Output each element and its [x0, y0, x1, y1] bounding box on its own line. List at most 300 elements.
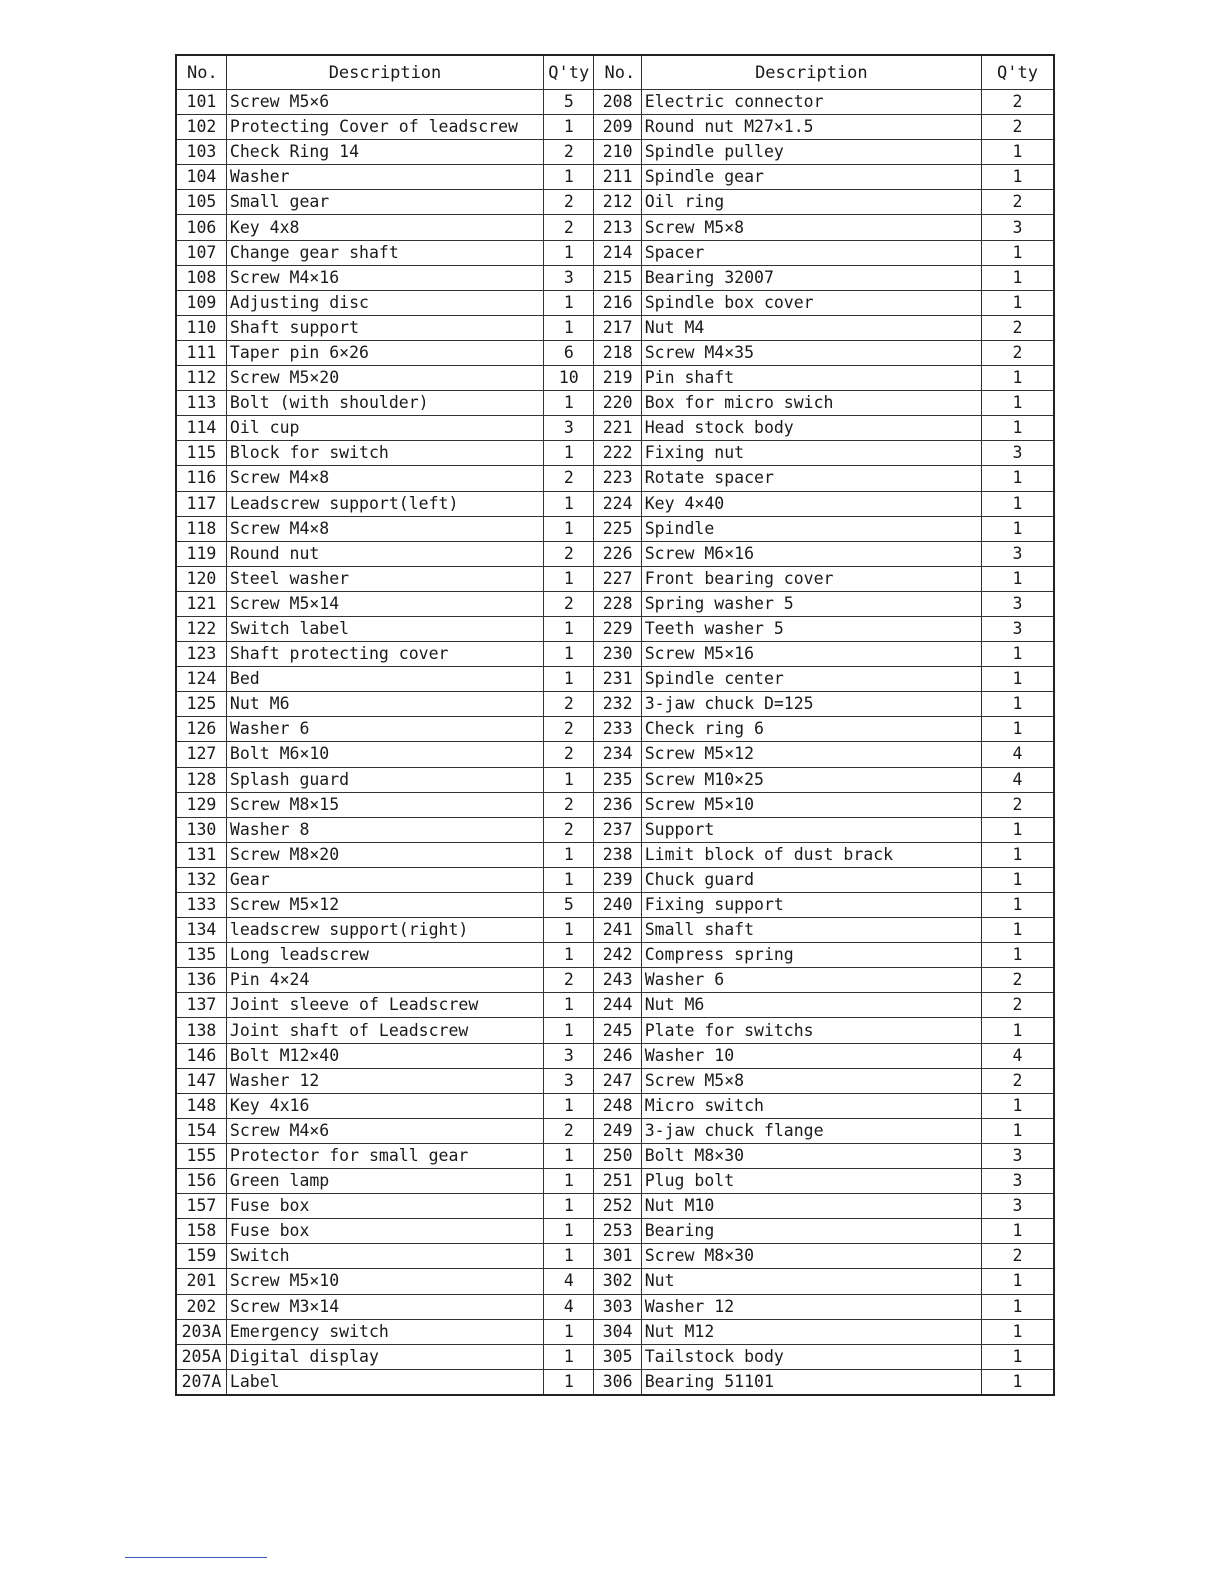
part-quantity-right: 1 — [982, 391, 1055, 416]
part-quantity-right: 1 — [982, 290, 1055, 315]
table-row — [176, 115, 1054, 140]
part-description: Small gear — [226, 190, 543, 215]
part-description-right: Check ring 6 — [641, 717, 981, 742]
part-description: Washer — [226, 165, 543, 190]
part-description-right: Support — [641, 817, 981, 842]
part-quantity-right: 3 — [982, 441, 1055, 466]
part-quantity-right: 1 — [982, 943, 1055, 968]
table-row — [176, 466, 1054, 491]
part-number-right: 209 — [594, 115, 641, 140]
part-quantity-right: 1 — [982, 491, 1055, 516]
part-description-right: Micro switch — [641, 1093, 981, 1118]
table-row — [176, 767, 1054, 792]
part-quantity: 1 — [544, 1093, 594, 1118]
part-number: 132 — [176, 867, 226, 892]
part-number: 148 — [176, 1093, 226, 1118]
part-description-right: Small shaft — [641, 918, 981, 943]
table-row — [176, 717, 1054, 742]
table-row — [176, 742, 1054, 767]
table-row — [176, 190, 1054, 215]
part-number: 103 — [176, 140, 226, 165]
part-description-right: Fixing support — [641, 893, 981, 918]
part-number: 113 — [176, 391, 226, 416]
part-quantity: 1 — [544, 1244, 594, 1269]
part-quantity-right: 2 — [982, 190, 1055, 215]
part-description-right: Spindle center — [641, 667, 981, 692]
table-row — [176, 240, 1054, 265]
part-description: Screw M8×15 — [226, 792, 543, 817]
part-number: 134 — [176, 918, 226, 943]
part-number: 110 — [176, 315, 226, 340]
part-number-right: 244 — [594, 993, 641, 1018]
table-row — [176, 391, 1054, 416]
part-description: Pin 4×24 — [226, 968, 543, 993]
part-quantity: 1 — [544, 867, 594, 892]
part-description-right: Key 4×40 — [641, 491, 981, 516]
table-row — [176, 918, 1054, 943]
part-quantity: 1 — [544, 115, 594, 140]
table-row — [176, 1244, 1054, 1269]
part-number: 121 — [176, 591, 226, 616]
part-quantity-right: 2 — [982, 340, 1055, 365]
part-number: 124 — [176, 667, 226, 692]
table-row — [176, 867, 1054, 892]
part-quantity-right: 1 — [982, 466, 1055, 491]
table-row — [176, 1093, 1054, 1118]
part-number: 156 — [176, 1169, 226, 1194]
table-row — [176, 516, 1054, 541]
part-number: 118 — [176, 516, 226, 541]
table-row — [176, 591, 1054, 616]
part-quantity-right: 2 — [982, 315, 1055, 340]
part-number: 135 — [176, 943, 226, 968]
part-description: Fuse box — [226, 1194, 543, 1219]
part-number-right: 303 — [594, 1294, 641, 1319]
part-quantity: 1 — [544, 842, 594, 867]
part-quantity: 3 — [544, 1043, 594, 1068]
part-description-right: Nut M10 — [641, 1194, 981, 1219]
part-quantity-right: 1 — [982, 366, 1055, 391]
part-quantity: 4 — [544, 1294, 594, 1319]
part-number-right: 211 — [594, 165, 641, 190]
part-quantity: 2 — [544, 190, 594, 215]
part-description: Washer 6 — [226, 717, 543, 742]
part-number-right: 210 — [594, 140, 641, 165]
part-quantity: 5 — [544, 90, 594, 115]
table-row — [176, 968, 1054, 993]
part-number: 106 — [176, 215, 226, 240]
part-description-right: Spindle gear — [641, 165, 981, 190]
part-quantity: 3 — [544, 416, 594, 441]
part-number: 133 — [176, 893, 226, 918]
part-quantity: 4 — [544, 1269, 594, 1294]
part-number-right: 241 — [594, 918, 641, 943]
header-qty: Q'ty — [544, 55, 594, 90]
header-description: Description — [226, 55, 543, 90]
part-number: 114 — [176, 416, 226, 441]
part-quantity-right: 2 — [982, 792, 1055, 817]
part-description: Screw M4×6 — [226, 1118, 543, 1143]
part-quantity: 1 — [544, 491, 594, 516]
part-number-right: 222 — [594, 441, 641, 466]
part-number-right: 214 — [594, 240, 641, 265]
part-quantity: 1 — [544, 1319, 594, 1344]
table-row — [176, 1319, 1054, 1344]
part-description: Shaft protecting cover — [226, 642, 543, 667]
part-description: Gear — [226, 867, 543, 892]
part-quantity-right: 3 — [982, 1169, 1055, 1194]
part-number: 127 — [176, 742, 226, 767]
part-description-right: Screw M10×25 — [641, 767, 981, 792]
table-row — [176, 993, 1054, 1018]
part-number: 146 — [176, 1043, 226, 1068]
part-number: 155 — [176, 1143, 226, 1168]
part-description: Screw M4×16 — [226, 265, 543, 290]
part-number: 138 — [176, 1018, 226, 1043]
part-number: 147 — [176, 1068, 226, 1093]
part-description-right: Tailstock body — [641, 1344, 981, 1369]
part-description-right: 3-jaw chuck flange — [641, 1118, 981, 1143]
part-description: Screw M5×10 — [226, 1269, 543, 1294]
part-quantity: 1 — [544, 1369, 594, 1395]
part-number: 126 — [176, 717, 226, 742]
table-row — [176, 1068, 1054, 1093]
part-number-right: 248 — [594, 1093, 641, 1118]
part-quantity-right: 1 — [982, 717, 1055, 742]
part-number-right: 245 — [594, 1018, 641, 1043]
part-description-right: Plate for switchs — [641, 1018, 981, 1043]
part-description: Screw M5×12 — [226, 893, 543, 918]
header-no: No. — [176, 55, 226, 90]
part-description: Joint shaft of Leadscrew — [226, 1018, 543, 1043]
table-row — [176, 1143, 1054, 1168]
part-description: Protecting Cover of leadscrew — [226, 115, 543, 140]
part-quantity: 1 — [544, 767, 594, 792]
part-quantity-right: 1 — [982, 667, 1055, 692]
part-description-right: Screw M6×16 — [641, 541, 981, 566]
part-quantity: 1 — [544, 391, 594, 416]
part-description-right: Oil ring — [641, 190, 981, 215]
part-description: Shaft support — [226, 315, 543, 340]
part-description-right: Pin shaft — [641, 366, 981, 391]
part-description: Check Ring 14 — [226, 140, 543, 165]
table-header-row — [176, 55, 1054, 90]
part-description-right: Screw M5×8 — [641, 215, 981, 240]
part-quantity: 1 — [544, 315, 594, 340]
part-quantity-right: 1 — [982, 566, 1055, 591]
table-row — [176, 792, 1054, 817]
part-description: Change gear shaft — [226, 240, 543, 265]
part-quantity-right: 4 — [982, 742, 1055, 767]
part-number-right: 230 — [594, 642, 641, 667]
table-row — [176, 817, 1054, 842]
part-number-right: 220 — [594, 391, 641, 416]
part-description: Protector for small gear — [226, 1143, 543, 1168]
part-quantity-right: 1 — [982, 140, 1055, 165]
part-number-right: 249 — [594, 1118, 641, 1143]
part-description-right: Spacer — [641, 240, 981, 265]
part-description: Switch — [226, 1244, 543, 1269]
part-number-right: 221 — [594, 416, 641, 441]
part-quantity: 2 — [544, 215, 594, 240]
table-row — [176, 1018, 1054, 1043]
table-row — [176, 441, 1054, 466]
part-quantity-right: 3 — [982, 215, 1055, 240]
part-quantity-right: 1 — [982, 867, 1055, 892]
part-quantity-right: 3 — [982, 1143, 1055, 1168]
table-row — [176, 1043, 1054, 1068]
part-quantity: 1 — [544, 566, 594, 591]
part-quantity-right: 2 — [982, 115, 1055, 140]
part-number-right: 302 — [594, 1269, 641, 1294]
part-quantity: 2 — [544, 541, 594, 566]
part-description: Splash guard — [226, 767, 543, 792]
part-quantity-right: 4 — [982, 767, 1055, 792]
part-number: 109 — [176, 290, 226, 315]
part-quantity-right: 3 — [982, 1194, 1055, 1219]
part-number: 107 — [176, 240, 226, 265]
part-number-right: 235 — [594, 767, 641, 792]
header-qty-right: Q'ty — [982, 55, 1055, 90]
part-quantity-right: 2 — [982, 90, 1055, 115]
part-number-right: 215 — [594, 265, 641, 290]
part-description: Screw M5×20 — [226, 366, 543, 391]
part-description-right: Fixing nut — [641, 441, 981, 466]
part-quantity: 2 — [544, 817, 594, 842]
table-row — [176, 566, 1054, 591]
part-number-right: 237 — [594, 817, 641, 842]
part-quantity: 2 — [544, 692, 594, 717]
part-number-right: 240 — [594, 893, 641, 918]
part-number-right: 224 — [594, 491, 641, 516]
part-number-right: 253 — [594, 1219, 641, 1244]
part-description: leadscrew support(right) — [226, 918, 543, 943]
part-quantity-right: 1 — [982, 1093, 1055, 1118]
part-description-right: 3-jaw chuck D=125 — [641, 692, 981, 717]
part-number-right: 217 — [594, 315, 641, 340]
part-description-right: Screw M4×35 — [641, 340, 981, 365]
part-quantity-right: 1 — [982, 165, 1055, 190]
table-row — [176, 315, 1054, 340]
part-description: Fuse box — [226, 1219, 543, 1244]
part-description: Leadscrew support(left) — [226, 491, 543, 516]
part-number-right: 250 — [594, 1143, 641, 1168]
table-row — [176, 1344, 1054, 1369]
part-number-right: 212 — [594, 190, 641, 215]
part-description-right: Washer 10 — [641, 1043, 981, 1068]
part-number: 128 — [176, 767, 226, 792]
part-number-right: 238 — [594, 842, 641, 867]
table-row — [176, 290, 1054, 315]
part-quantity: 6 — [544, 340, 594, 365]
table-row — [176, 165, 1054, 190]
part-description-right: Compress spring — [641, 943, 981, 968]
part-description-right: Teeth washer 5 — [641, 616, 981, 641]
part-quantity-right: 1 — [982, 842, 1055, 867]
table-row — [176, 667, 1054, 692]
part-description-right: Head stock body — [641, 416, 981, 441]
part-number: 129 — [176, 792, 226, 817]
part-quantity-right: 1 — [982, 642, 1055, 667]
part-number: 122 — [176, 616, 226, 641]
table-row — [176, 366, 1054, 391]
part-description: Screw M4×8 — [226, 516, 543, 541]
part-quantity-right: 2 — [982, 1244, 1055, 1269]
footer-underline — [125, 1557, 267, 1558]
part-quantity: 3 — [544, 1068, 594, 1093]
part-quantity-right: 2 — [982, 1068, 1055, 1093]
part-quantity-right: 3 — [982, 616, 1055, 641]
part-quantity: 1 — [544, 993, 594, 1018]
part-quantity-right: 1 — [982, 1344, 1055, 1369]
part-quantity: 1 — [544, 1018, 594, 1043]
table-row — [176, 642, 1054, 667]
part-quantity-right: 1 — [982, 1018, 1055, 1043]
part-quantity-right: 1 — [982, 918, 1055, 943]
table-row — [176, 541, 1054, 566]
table-row — [176, 140, 1054, 165]
table-row — [176, 215, 1054, 240]
part-quantity: 1 — [544, 290, 594, 315]
part-quantity: 1 — [544, 1194, 594, 1219]
part-number: 120 — [176, 566, 226, 591]
part-quantity-right: 3 — [982, 591, 1055, 616]
part-quantity: 1 — [544, 1219, 594, 1244]
part-description: Adjusting disc — [226, 290, 543, 315]
part-number: 102 — [176, 115, 226, 140]
part-quantity: 2 — [544, 968, 594, 993]
part-number: 205A — [176, 1344, 226, 1369]
part-description: Bed — [226, 667, 543, 692]
part-number: 104 — [176, 165, 226, 190]
part-number: 130 — [176, 817, 226, 842]
part-description-right: Screw M5×16 — [641, 642, 981, 667]
part-number-right: 219 — [594, 366, 641, 391]
part-number-right: 305 — [594, 1344, 641, 1369]
part-description-right: Rotate spacer — [641, 466, 981, 491]
part-number: 201 — [176, 1269, 226, 1294]
part-quantity-right: 1 — [982, 893, 1055, 918]
part-quantity: 1 — [544, 165, 594, 190]
part-quantity: 1 — [544, 1169, 594, 1194]
part-number: 137 — [176, 993, 226, 1018]
part-quantity-right: 2 — [982, 993, 1055, 1018]
part-number: 112 — [176, 366, 226, 391]
part-description: Nut M6 — [226, 692, 543, 717]
part-description: Round nut — [226, 541, 543, 566]
part-description: Block for switch — [226, 441, 543, 466]
part-number-right: 251 — [594, 1169, 641, 1194]
part-description: Joint sleeve of Leadscrew — [226, 993, 543, 1018]
part-number-right: 236 — [594, 792, 641, 817]
part-description-right: Round nut M27×1.5 — [641, 115, 981, 140]
part-quantity-right: 1 — [982, 416, 1055, 441]
parts-table-body — [176, 90, 1054, 1395]
part-quantity-right: 1 — [982, 1219, 1055, 1244]
part-quantity: 1 — [544, 516, 594, 541]
part-quantity: 2 — [544, 1118, 594, 1143]
part-description: Bolt M12×40 — [226, 1043, 543, 1068]
part-quantity: 1 — [544, 1143, 594, 1168]
part-quantity-right: 1 — [982, 1294, 1055, 1319]
part-number-right: 227 — [594, 566, 641, 591]
part-quantity: 2 — [544, 717, 594, 742]
table-row — [176, 90, 1054, 115]
part-number: 203A — [176, 1319, 226, 1344]
table-row — [176, 616, 1054, 641]
part-description: Screw M5×6 — [226, 90, 543, 115]
part-quantity-right: 1 — [982, 265, 1055, 290]
part-number-right: 218 — [594, 340, 641, 365]
part-description: Green lamp — [226, 1169, 543, 1194]
part-quantity-right: 1 — [982, 692, 1055, 717]
part-quantity-right: 1 — [982, 1319, 1055, 1344]
parts-list-table — [175, 54, 1055, 1396]
part-description: Switch label — [226, 616, 543, 641]
table-row — [176, 1269, 1054, 1294]
part-description-right: Bearing — [641, 1219, 981, 1244]
part-description-right: Screw M8×30 — [641, 1244, 981, 1269]
part-description: Bolt M6×10 — [226, 742, 543, 767]
part-number: 115 — [176, 441, 226, 466]
part-description: Long leadscrew — [226, 943, 543, 968]
table-row — [176, 1219, 1054, 1244]
part-quantity-right: 1 — [982, 516, 1055, 541]
part-number: 154 — [176, 1118, 226, 1143]
part-description-right: Limit block of dust brack — [641, 842, 981, 867]
part-number-right: 223 — [594, 466, 641, 491]
part-number-right: 229 — [594, 616, 641, 641]
part-number: 123 — [176, 642, 226, 667]
table-row — [176, 265, 1054, 290]
part-description-right: Nut M12 — [641, 1319, 981, 1344]
part-quantity-right: 4 — [982, 1043, 1055, 1068]
part-number: 136 — [176, 968, 226, 993]
part-quantity-right: 3 — [982, 541, 1055, 566]
part-description-right: Bolt M8×30 — [641, 1143, 981, 1168]
part-description-right: Screw M5×12 — [641, 742, 981, 767]
table-row — [176, 1194, 1054, 1219]
part-number-right: 225 — [594, 516, 641, 541]
part-description: Label — [226, 1369, 543, 1395]
part-quantity-right: 1 — [982, 1269, 1055, 1294]
table-row — [176, 1369, 1054, 1395]
part-number: 158 — [176, 1219, 226, 1244]
part-number: 202 — [176, 1294, 226, 1319]
part-quantity: 1 — [544, 616, 594, 641]
part-number-right: 243 — [594, 968, 641, 993]
part-quantity: 1 — [544, 1344, 594, 1369]
part-description-right: Screw M5×8 — [641, 1068, 981, 1093]
part-quantity: 2 — [544, 466, 594, 491]
part-quantity: 5 — [544, 893, 594, 918]
part-number: 105 — [176, 190, 226, 215]
part-number-right: 228 — [594, 591, 641, 616]
part-number: 131 — [176, 842, 226, 867]
table-row — [176, 692, 1054, 717]
part-number: 101 — [176, 90, 226, 115]
part-number-right: 242 — [594, 943, 641, 968]
part-description-right: Front bearing cover — [641, 566, 981, 591]
part-number-right: 233 — [594, 717, 641, 742]
table-row — [176, 842, 1054, 867]
part-number: 125 — [176, 692, 226, 717]
part-number-right: 213 — [594, 215, 641, 240]
part-description-right: Spindle box cover — [641, 290, 981, 315]
part-description-right: Plug bolt — [641, 1169, 981, 1194]
part-quantity: 2 — [544, 742, 594, 767]
table-row — [176, 416, 1054, 441]
